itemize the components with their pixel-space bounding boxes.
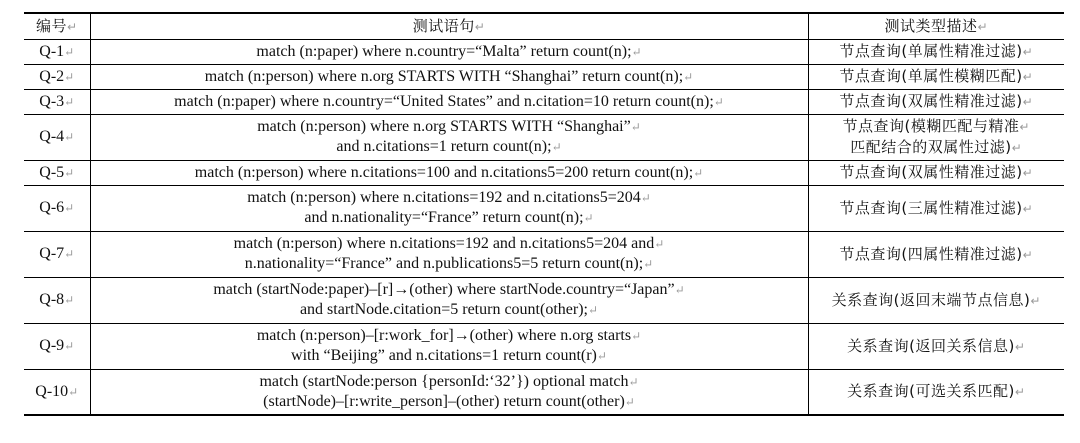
desc-line	[811, 162, 1063, 183]
return-mark: ↵	[64, 94, 75, 109]
row-id-cell	[24, 323, 90, 369]
desc-text: 节点查询(四属性精准过滤)	[839, 244, 1023, 263]
return-mark: ↵	[1022, 95, 1034, 109]
row-query-cell	[90, 185, 808, 231]
return-mark: ↵	[64, 247, 75, 261]
header-query	[90, 13, 808, 39]
return-mark: ↵	[66, 19, 78, 34]
desc-line	[811, 41, 1063, 62]
return-mark: ↵	[64, 165, 75, 180]
desc-text: 节点查询(三属性精准过滤)	[839, 198, 1023, 217]
desc-line	[811, 198, 1063, 219]
return-mark: ↵	[587, 303, 599, 317]
desc-text: 节点查询(模糊匹配与精准	[842, 117, 1020, 135]
query-text: (startNode)–[r:write_person]–(other) return count(other)	[263, 392, 625, 410]
return-mark: ↵	[1014, 339, 1026, 354]
query-line	[93, 346, 806, 366]
table-row	[24, 369, 1064, 415]
row-id: Q-5	[39, 163, 65, 181]
query-text: match (n:person) where n.org STARTS WITH “Shanghai”	[257, 118, 631, 135]
return-mark: ↵	[630, 120, 641, 134]
query-line	[93, 188, 806, 208]
query-text: match (n:person) where n.citations=192 and n.citations5=204	[247, 189, 641, 206]
return-mark: ↵	[631, 44, 642, 59]
return-mark: ↵	[693, 165, 704, 180]
query-line	[93, 326, 806, 346]
return-mark: ↵	[640, 191, 651, 205]
row-query-cell	[90, 64, 808, 89]
return-mark: ↵	[64, 201, 75, 215]
table-row	[24, 89, 1064, 114]
desc-text: 节点查询(单属性精准过滤)	[839, 42, 1023, 60]
query-text: and n.nationality=“France” return count(n);	[304, 209, 584, 226]
table-row	[24, 39, 1064, 64]
table-body	[24, 39, 1064, 415]
return-mark: ↵	[628, 374, 639, 389]
return-mark: ↵	[631, 329, 642, 343]
query-line	[93, 137, 806, 157]
query-text: match (n:paper) where n.country=“United States” and n.citation=10 return count(n);	[174, 92, 714, 110]
row-id: Q-1	[39, 42, 65, 60]
desc-text: 关系查询(返回关系信息)	[847, 336, 1015, 355]
table-header-row	[24, 13, 1064, 39]
header-id-label: 编号	[35, 16, 67, 35]
row-desc-cell	[808, 231, 1064, 277]
return-mark: ↵	[1022, 45, 1034, 59]
desc-text: 关系查询(返回末端节点信息)	[831, 290, 1031, 309]
table-row	[24, 323, 1064, 369]
desc-line	[811, 244, 1063, 265]
desc-text: 节点查询(双属性精准过滤)	[839, 92, 1023, 110]
row-id-cell	[24, 114, 90, 160]
row-id-cell	[24, 369, 90, 415]
return-mark: ↵	[551, 140, 562, 154]
row-query-cell	[90, 277, 808, 323]
row-id-cell	[24, 231, 90, 277]
return-mark: ↵	[1030, 293, 1041, 308]
desc-line	[811, 66, 1063, 87]
query-text: match (n:paper) where n.country=“Malta” return count(n);	[256, 42, 632, 60]
return-mark: ↵	[1022, 201, 1034, 216]
table-row	[24, 277, 1064, 323]
desc-line	[811, 116, 1063, 137]
return-mark: ↵	[64, 44, 75, 59]
desc-line	[811, 290, 1063, 311]
row-id-cell	[24, 64, 90, 89]
return-mark: ↵	[1022, 247, 1034, 262]
row-desc-cell	[808, 277, 1064, 323]
query-line	[93, 208, 806, 228]
return-mark: ↵	[624, 394, 635, 409]
header-query-label: 测试语句	[412, 16, 475, 35]
query-line	[93, 254, 806, 274]
row-id: Q-4	[39, 128, 65, 145]
row-desc-cell	[808, 160, 1064, 185]
row-id-cell	[24, 39, 90, 64]
query-line	[93, 280, 806, 300]
row-id: Q-2	[39, 67, 65, 85]
desc-line	[811, 336, 1063, 357]
table-row	[24, 160, 1064, 185]
return-mark: ↵	[977, 19, 989, 34]
row-query-cell	[90, 231, 808, 277]
row-desc-cell	[808, 39, 1064, 64]
query-text: n.nationality=“France” and n.publications5=5 return count(n);	[244, 255, 644, 272]
query-line	[93, 300, 806, 320]
row-desc-cell	[808, 323, 1064, 369]
table-row	[24, 231, 1064, 277]
row-id: Q-7	[39, 245, 65, 262]
table-row	[24, 114, 1064, 160]
return-mark: ↵	[583, 211, 594, 225]
row-id: Q-3	[39, 92, 65, 110]
return-mark: ↵	[68, 384, 79, 399]
return-mark: ↵	[596, 349, 607, 363]
row-desc-cell	[808, 64, 1064, 89]
header-desc-label: 测试类型描述	[884, 16, 978, 35]
table-row	[24, 185, 1064, 231]
row-desc-cell	[808, 89, 1064, 114]
row-id: Q-9	[39, 337, 65, 354]
return-mark: ↵	[1014, 385, 1026, 400]
return-mark: ↵	[64, 130, 75, 144]
row-query-cell	[90, 160, 808, 185]
query-text: match (n:person) where n.citations=192 and n.citations5=204 and	[233, 235, 655, 252]
row-id: Q-8	[39, 291, 65, 308]
query-line	[93, 372, 806, 392]
desc-line	[811, 91, 1063, 112]
query-line	[93, 163, 806, 183]
return-mark: ↵	[654, 237, 665, 251]
query-line	[93, 67, 806, 87]
row-id-cell	[24, 277, 90, 323]
return-mark: ↵	[1022, 166, 1034, 180]
return-mark: ↵	[1011, 141, 1023, 155]
desc-text: 节点查询(单属性模糊匹配)	[839, 67, 1023, 85]
row-desc-cell	[808, 114, 1064, 160]
query-text: and startNode.citation=5 return count(other);	[299, 301, 588, 318]
query-line	[93, 42, 806, 62]
return-mark: ↵	[674, 283, 685, 297]
row-desc-cell	[808, 369, 1064, 415]
query-table	[24, 12, 1064, 416]
return-mark: ↵	[64, 293, 75, 307]
return-mark: ↵	[1019, 120, 1030, 134]
row-id-cell	[24, 185, 90, 231]
row-query-cell	[90, 114, 808, 160]
row-id: Q-10	[35, 382, 69, 400]
return-mark: ↵	[683, 69, 694, 84]
return-mark: ↵	[643, 257, 654, 271]
query-text: match (n:person) where n.org STARTS WITH “Shanghai” return count(n);	[204, 67, 684, 85]
query-line	[93, 234, 806, 254]
query-text: match (startNode:person {personId:‘32’}) optional match	[259, 372, 629, 390]
query-text: match (n:person) where n.citations=100 and n.citations5=200 return count(n);	[194, 163, 694, 181]
query-text: match (startNode:paper)–[r]→(other) where startNode.country=“Japan”	[213, 281, 675, 298]
row-query-cell	[90, 323, 808, 369]
header-desc	[808, 13, 1064, 39]
return-mark: ↵	[1022, 70, 1034, 84]
return-mark: ↵	[713, 94, 724, 109]
header-id	[24, 13, 90, 39]
query-text: with “Beijing” and n.citations=1 return count(r)	[291, 347, 597, 364]
row-query-cell	[90, 369, 808, 415]
query-line	[93, 117, 806, 137]
query-line	[93, 92, 806, 112]
return-mark: ↵	[64, 339, 75, 353]
table-row	[24, 64, 1064, 89]
row-id: Q-6	[39, 199, 65, 216]
row-desc-cell	[808, 185, 1064, 231]
query-line	[93, 392, 806, 412]
desc-text: 匹配结合的双属性过滤)	[850, 138, 1012, 156]
row-id-cell	[24, 160, 90, 185]
return-mark: ↵	[474, 19, 486, 34]
desc-text: 节点查询(双属性精准过滤)	[839, 163, 1023, 181]
desc-text: 关系查询(可选关系匹配)	[847, 382, 1015, 401]
query-text: match (n:person)–[r:work_for]→(other) where n.org starts	[256, 327, 632, 344]
row-query-cell	[90, 39, 808, 64]
row-query-cell	[90, 89, 808, 114]
desc-line	[811, 381, 1063, 402]
query-text: and n.citations=1 return count(n);	[336, 138, 552, 155]
return-mark: ↵	[64, 69, 75, 84]
row-id-cell	[24, 89, 90, 114]
query-table-container	[24, 12, 1064, 416]
desc-line	[811, 137, 1063, 158]
